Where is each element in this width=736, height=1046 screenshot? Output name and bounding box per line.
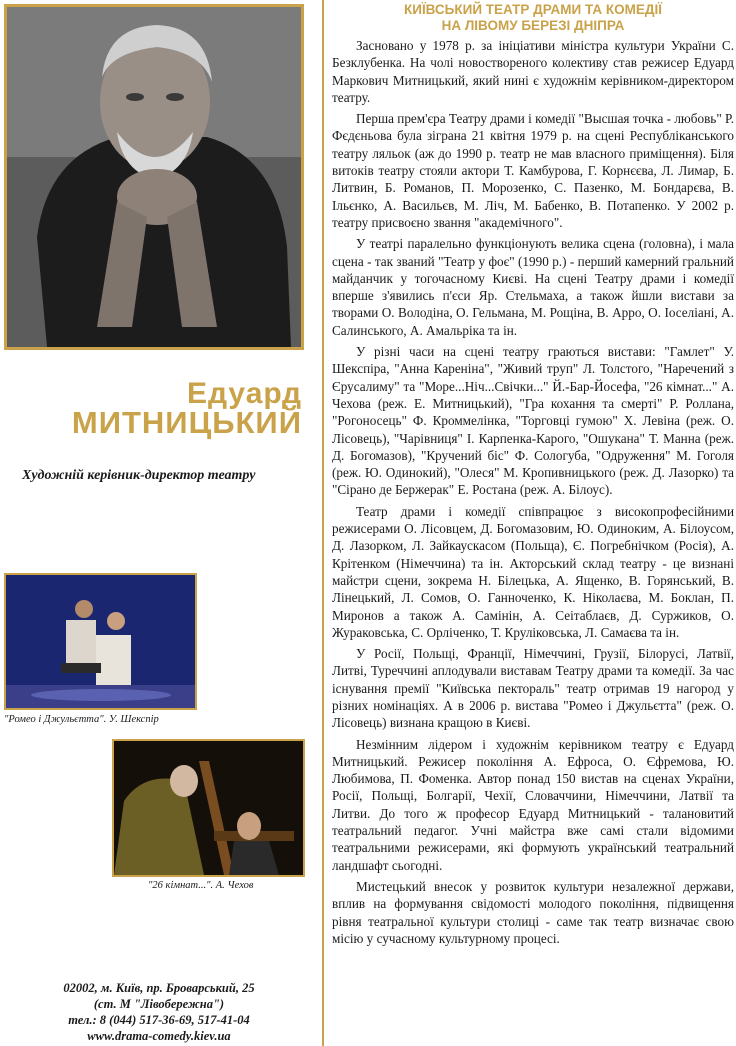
contact-phone: тел.: 8 (044) 517-36-69, 517-41-04 xyxy=(68,1013,250,1027)
director-role: Художній керівник-директор театру xyxy=(22,468,256,483)
paragraph-4: У різні часи на сцені театру граються вистави: "Гамлет" У. Шекспіра, "Анна Кареніна", "Живий труп" Л. Толстого, "Наречений з Єрусалиму" та "Море...Ніч...Свічки..." Й.-Бар-Йосефа, "26 кімнат..." А. Чехова (реж. Е. Митницький), "Гра кохання та смерті" Р. Роллана, "Рогоносець" Ф. Кроммелінка, "Торговці гумою" Х. Левіна (реж. О. Лісовець), "Чарівниця" І. Карпенка-Карого, "Ошукана" Т. Манна (реж. Д. Богомазов), "Кручений біс" Ф. Сологуба, "Одруження" М. Гоголя (реж. Ю. Одинокий), "Олеся" М. Кропивницького (реж. Д. Лазорко) та "Сірано де Бержерак" Е. Ростана (реж. А. Білоус). xyxy=(332,344,734,498)
contact-website[interactable]: www.drama-comedy.kiev.ua xyxy=(87,1029,231,1043)
article-title xyxy=(332,2,734,34)
contact-block xyxy=(0,980,318,1044)
director-portrait xyxy=(4,4,304,350)
left-column xyxy=(0,0,318,1046)
twenty-six-rooms-caption: "26 кімнат...". А. Чехов xyxy=(148,880,254,891)
portrait-image xyxy=(7,7,301,347)
twenty-six-rooms-photo xyxy=(112,739,305,877)
paragraph-1: Засновано у 1978 р. за ініціативи міністра культури України С. Безклубенка. На чолі новоствореного колективу став режисер Едуард Маркович Митницький, який нині є художнім керівником-директором театру. xyxy=(332,38,734,105)
paragraph-2: Перша прем'єра Театру драми і комедії "Высшая точка - любовь" Р. Фєдєньова була зіграна 21 квітня 1979 р. на сцені Республіканського театру ляльок (аж до 1990 р. театр не мав власного приміщення). Біля витоків театру стояли актори Т. Камбурова, Г. Корнєєва, Л. Лимар, Б. Литвин, Б. Романов, П. Морозенко, С. Пазенко, М. Бондарєва, В. Ільєнко, А. Васильєв, М. Ліч, М. Бабенко, В. Потапенко. У 2002 р. театру присвоєно звання "академічного". xyxy=(332,111,734,230)
column-divider xyxy=(322,0,324,1046)
paragraph-3: У театрі паралельно функціонують велика сцена (головна), і мала сцена - так званий "Театр у фоє" (1990 р.) - перший камерний гральний майданчик у тогочасному Києві. На сцені Театру драми і комедії вперше з'явились п'єси Яр. Стельмаха, а також йшли вистави за творами О. Володіна, О. Гельмана, М. Рощіна, В. Арро, О. Іоселіані, А. Салинського, А. Амальріка та ін. xyxy=(332,236,734,338)
director-first-name: Едуард xyxy=(186,377,302,410)
paragraph-8: Мистецький внесок у розвиток культури незалежної держави, вплив на формування свідомості молодого покоління, підвищення рівня театральної культури столиці - саме так театр визначає свою місію у сучасному культурному процесі. xyxy=(332,878,734,946)
paragraph-6: У Росії, Польщі, Франції, Німеччині, Грузії, Білорусі, Латвії, Литві, Туреччині аплодували виставам Театру драми та комедії. За час існування премії "Київська пектораль" театр отримав 19 нагород у різних номінаціях. А в 2006 р. вистава "Ромео і Джульєтта" (реж. О. Лісовець) визнана кращою в Києві. xyxy=(332,646,734,731)
contact-address: 02002, м. Київ, пр. Броварський, 25 xyxy=(63,981,255,995)
article-column xyxy=(332,2,734,951)
director-last-name: МИТНИЦЬКИЙ xyxy=(71,405,302,440)
paragraph-5: Театр драми і комедії співпрацює з високопрофесійними режисерами О. Лісовцем, Д. Богомазовим, Ю. Одиноким, А. Білоусом, Д. Лазорком, Л. Зайкаускасом (Польща), Є. Погребнічком (Росія), А. Крітенком (Німеччина) та ін. Акторський склад театру - це визнані майстри сцени, зокрема Н. Білецька, А. Ященко, В. Горянський, В. Лінецький, Л. Сомов, О. Ганноченко, К. Ніколаєва, М. Боклан, П. Миронов а також А. Самінін, А. Сеітаблаєв, Д. Суржиков, О. Жураковська, С. Орліченко, Т. Круліковська, Л. Самаєва та ін. xyxy=(332,503,734,640)
romeo-juliet-caption: "Ромео і Джульєтта". У. Шекспір xyxy=(4,714,159,725)
paragraph-7: Незмінним лідером і художнім керівником театру є Едуард Митницький. Режисер покоління А. Ефроса, О. Єфремова, Ю. Любимова, П. Фоменка. Автор понад 150 вистав на сценах України, Росії, Польщі, Болгарії, Чехії, Словаччини, Німеччини, Латвії та Литви. До того ж професор Едуард Митницький - талановитий театральний педагог. Учні майстра вже самі стали відомими театральними режисерами, які формують український театральний ландшафт сьогодні. xyxy=(332,736,734,873)
article-title-line-2: НА ЛІВОМУ БЕРЕЗІ ДНІПРА xyxy=(441,18,625,33)
article-title-line-1: КИЇВСЬКИЙ ТЕАТР ДРАМИ ТА КОМЕДІЇ xyxy=(404,2,662,17)
romeo-juliet-photo xyxy=(4,573,197,710)
contact-metro: (ст. М "Лівобережна") xyxy=(93,997,225,1011)
